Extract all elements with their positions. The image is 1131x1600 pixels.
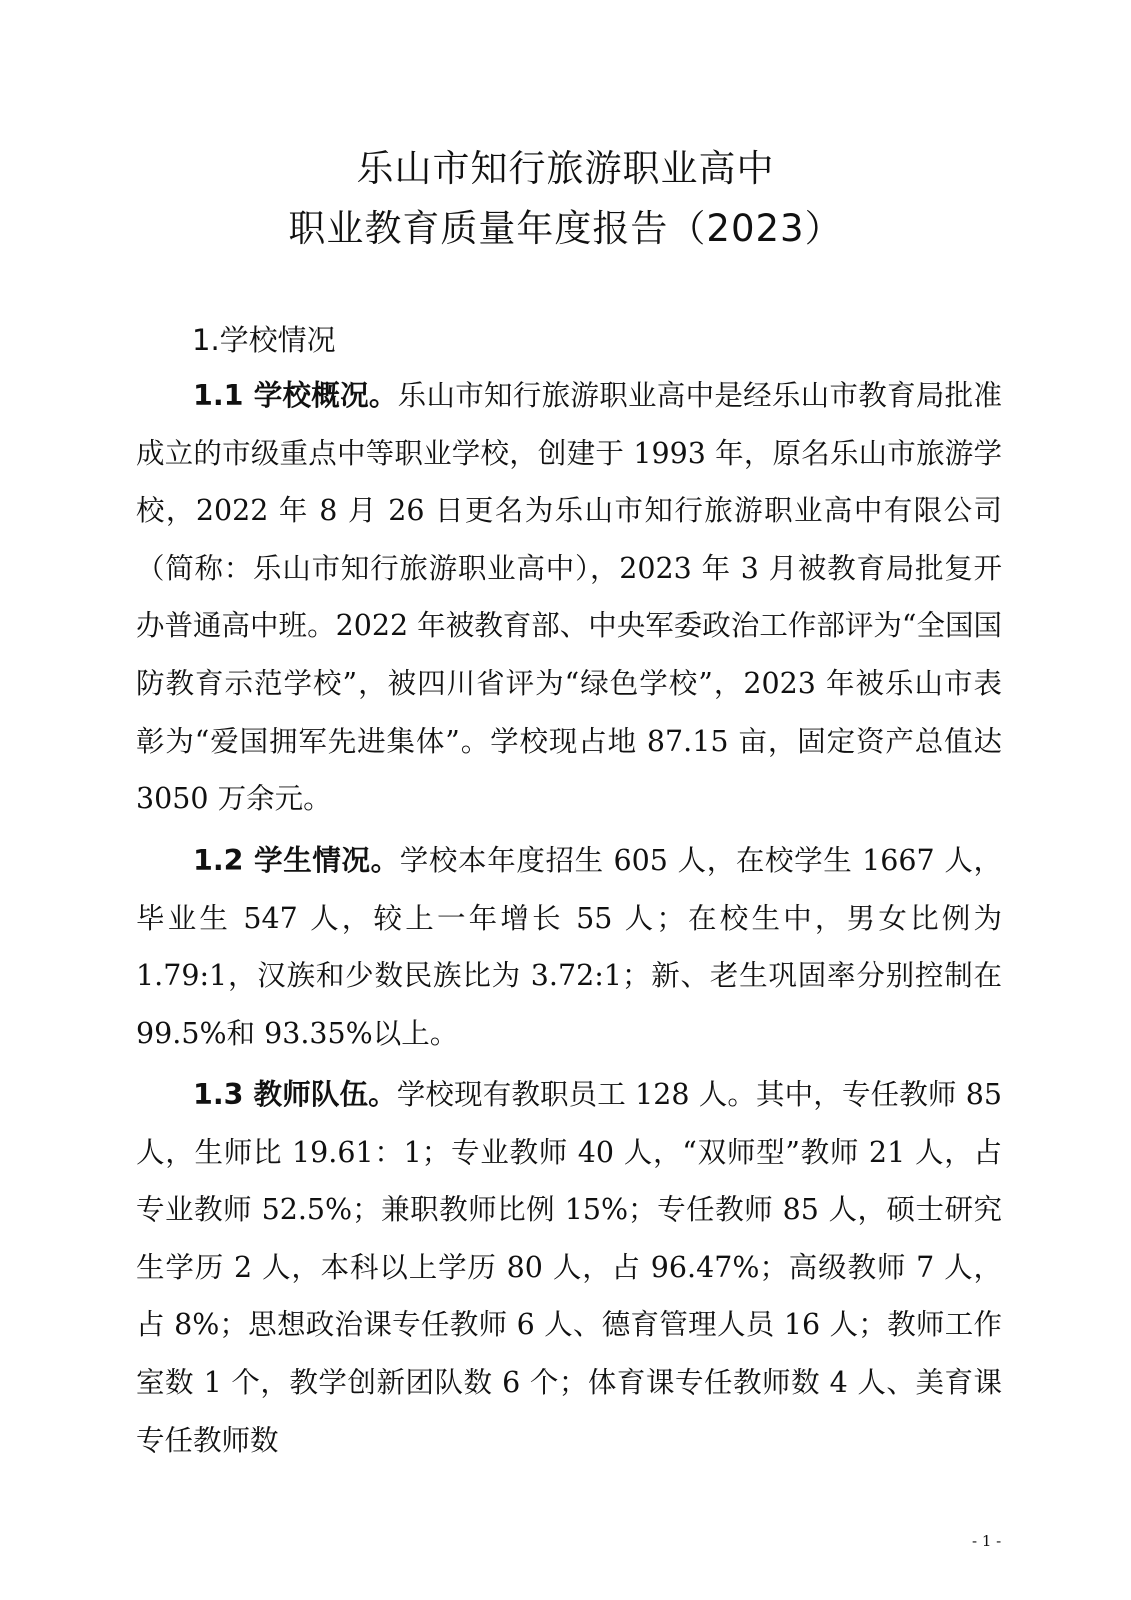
- paragraph-lead: 1.2 学生情况。: [193, 844, 400, 877]
- paragraph-lead: 1.1 学校概况。: [193, 379, 398, 412]
- paragraph-student-situation: [136, 832, 1002, 1062]
- paragraph-body: 学校现有教职员工 128 人。其中，专任教师 85 人，生师比 19.61：1；专业教师 40 人，“双师型”教师 21 人，占专业教师 52.5%；兼职教师比例 15%；专任教师 85 人，硕士研究生学历 2 人，本科以上学历 80 人，占 96.47%；高级教师 7 人，占 8%；思想政治课专任教师 6 人、德育管理人员 16 人；教师工作室数 1 个，教学创新团队数 6 个；体育课专任教师数 4 人、美育课专任教师数: [136, 1078, 1002, 1457]
- paragraph-school-overview: [136, 367, 1002, 828]
- paragraph-teacher-team: [136, 1066, 1002, 1469]
- title-line-1: 乐山市知行旅游职业高中: [356, 147, 775, 190]
- paragraph-lead: 1.3 教师队伍。: [193, 1078, 397, 1111]
- page-number: - 1 -: [972, 1532, 1002, 1550]
- paragraph-body: 乐山市知行旅游职业高中是经乐山市教育局批准成立的市级重点中等职业学校，创建于 1993 年，原名乐山市旅游学校，2022 年 8 月 26 日更名为乐山市知行旅游职业高中有限公司（简称：乐山市知行旅游职业高中），2023 年 3 月被教育局批复开办普通高中班。2022 年被教育部、中央军委政治工作部评为“全国国防教育示范学校”，被四川省评为“绿色学校”，2023 年被乐山市表彰为“爱国拥军先进集体”。学校现占地 87.15 亩，固定资产总值达 3050 万余元。: [136, 379, 1002, 816]
- paragraph-body: 学校本年度招生 605 人，在校学生 1667 人，毕业生 547 人，较上一年增长 55 人；在校生中，男女比例为 1.79:1，汉族和少数民族比为 3.72:1；新、老生巩固率分别控制在 99.5%和 93.35%以上。: [136, 844, 1002, 1050]
- section-heading: 1.学校情况: [192, 323, 336, 357]
- title-line-2: 职业教育质量年度报告（2023）: [288, 207, 843, 250]
